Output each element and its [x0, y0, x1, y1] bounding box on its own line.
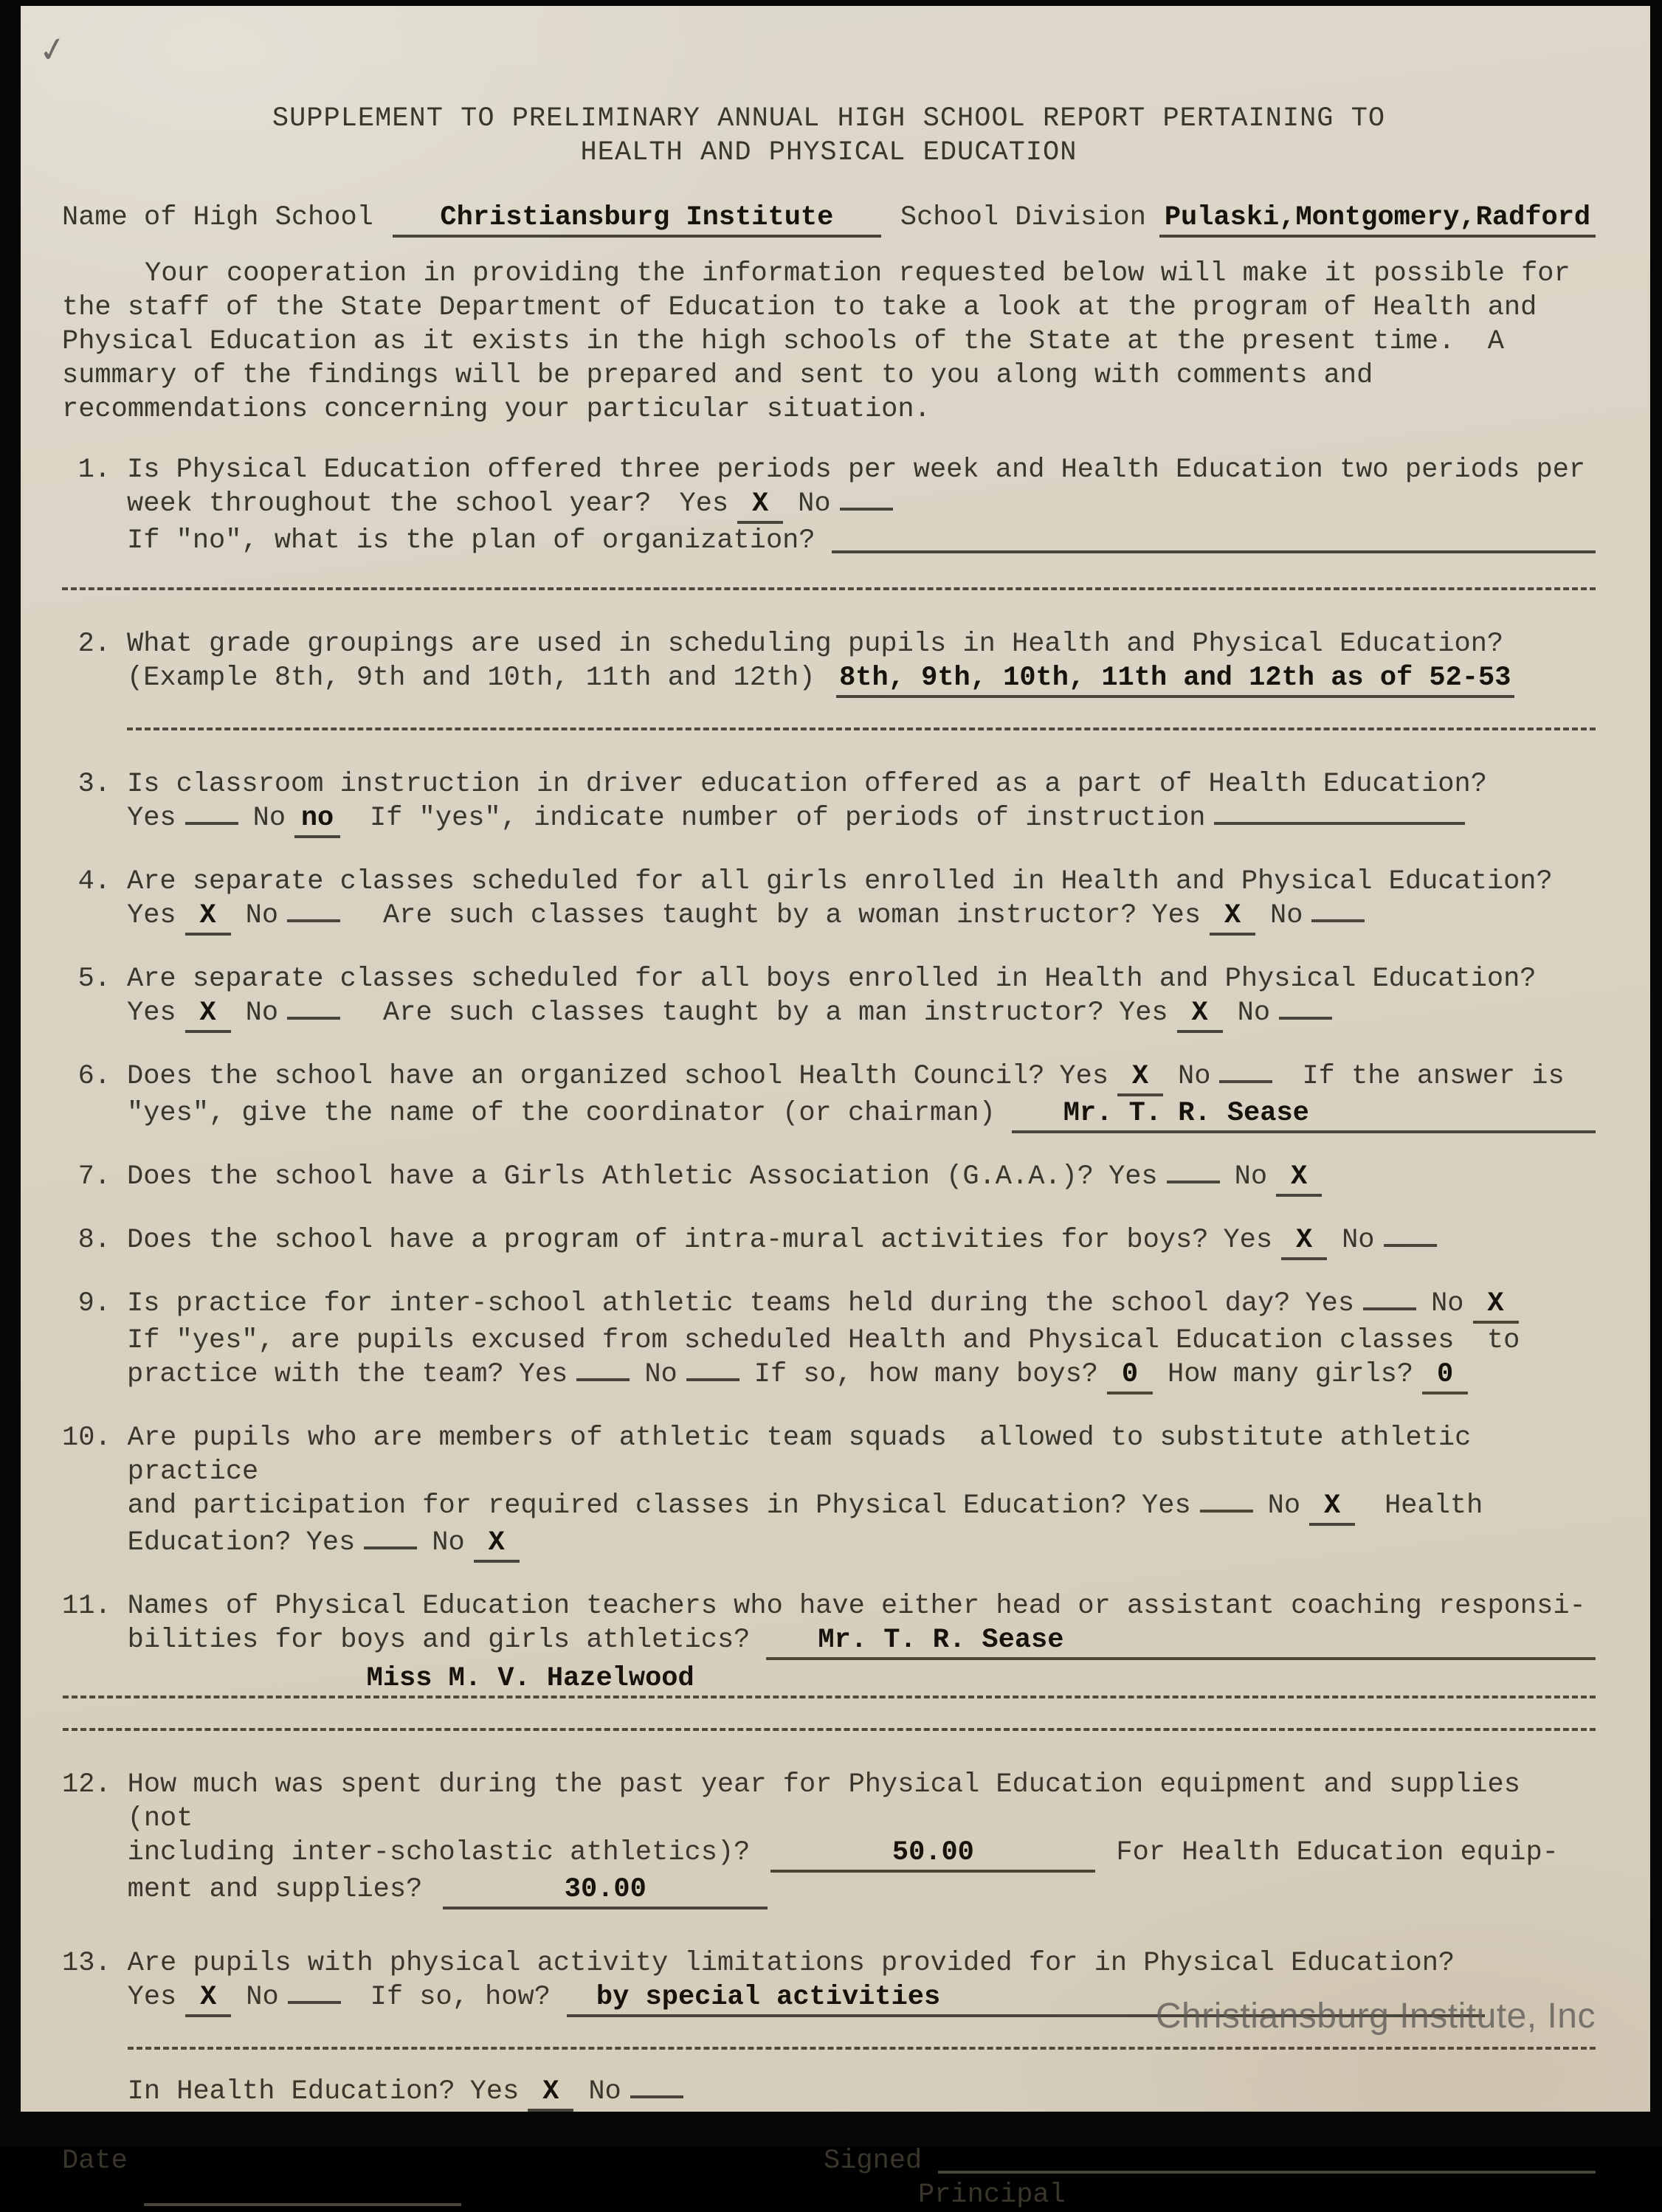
q5-no-label: No: [245, 998, 279, 1029]
q8-body: [127, 1223, 1596, 1260]
q13-yes-label: Yes: [127, 1982, 177, 2013]
q1-no-blank: [840, 505, 893, 511]
q6-yes-label: Yes: [1059, 1061, 1109, 1092]
question-12: [62, 1768, 1596, 1909]
q7-no-mark: X: [1276, 1160, 1322, 1197]
signed-blank: [938, 2166, 1596, 2174]
q13-health-question: In Health Education?: [127, 2076, 455, 2107]
pencil-checkmark-annotation: ✓: [35, 27, 70, 72]
q12-text-line-1: How much was spent during the past year for Physical Education equipment and supplies (not: [127, 1769, 1537, 1834]
q10-education-word: Education?: [127, 1527, 292, 1558]
q5-no-blank: [287, 1014, 340, 1020]
school-division-value: Pulaski,Montgomery,Radford: [1159, 201, 1596, 238]
q9-text-line-1: [127, 1287, 1596, 1324]
q11-body: [128, 1589, 1596, 1731]
q5-second-question: Are such classes taught by a man instructor?: [383, 998, 1105, 1029]
q4-no2-label: No: [1270, 900, 1303, 931]
q3-no-mark: no: [294, 801, 340, 838]
q10-number: 10.: [62, 1423, 111, 1454]
q6-coordinator-name: Mr. T. R. Sease: [1012, 1096, 1596, 1133]
q4-yes-label: Yes: [127, 900, 176, 931]
q1-ruled-line: [62, 558, 1596, 590]
q5-yes-label: Yes: [127, 998, 176, 1029]
q10-health-word: Health: [1385, 1490, 1483, 1521]
principal-label: Principal: [918, 2180, 1066, 2211]
q5-yes2-mark: X: [1177, 996, 1223, 1033]
q5-text-line: Are separate classes scheduled for all boys enrolled in Health and Physical Education?: [127, 964, 1537, 995]
q9-no-mark: X: [1473, 1287, 1519, 1324]
q2-ruled-line: [127, 698, 1596, 730]
q6-text: Does the school have an organized school Health Council?: [127, 1061, 1045, 1092]
q9-no-label: No: [1431, 1288, 1464, 1319]
q7-text: Does the school have a Girls Athletic Association (G.A.A.)?: [127, 1161, 1094, 1192]
q13-text-line: Are pupils with physical activity limitations provided for in Physical Education?: [127, 1948, 1455, 1979]
q7-yes-label: Yes: [1108, 1161, 1158, 1192]
q6-no-blank: [1219, 1077, 1272, 1083]
q1-text: Is Physical Education offered three periods per week and Health Education two periods per week throughout the school year?: [127, 455, 1602, 519]
q9-boys-label: If so, how many boys?: [754, 1359, 1099, 1390]
q9-text-line-3: [127, 1358, 1596, 1394]
q3-body: [127, 767, 1596, 838]
question-10: [62, 1421, 1596, 1563]
q4-no-blank: [287, 916, 340, 922]
q5-yes2-label: Yes: [1119, 998, 1168, 1029]
q7-text-line: [127, 1160, 1596, 1197]
q4-no-label: No: [245, 900, 279, 931]
q13-health-no-label: No: [588, 2076, 621, 2107]
question-11: [62, 1589, 1596, 1731]
q1-number: 1.: [77, 455, 111, 485]
q12-number: 12.: [62, 1769, 111, 1800]
q9-no2-blank: [686, 1375, 739, 1381]
q2-text-line-2: [127, 661, 1596, 698]
question-7: [62, 1160, 1596, 1197]
intro-paragraph: Your cooperation in providing the information requested below will make it possible for the staff of the State Department of Education to take a look at the program of Health and Physical Education as it exists in the high schools of the State at the present time. A summary of the findings will be prepared and sent to you along with comments and recommendations concerning your particular situation.: [62, 258, 1587, 425]
q9-number: 9.: [77, 1288, 111, 1319]
q13-health-no-blank: [630, 2092, 683, 2098]
q9-boys-count: 0: [1107, 1358, 1153, 1394]
school-division-label: School Division: [900, 202, 1146, 233]
q11-text-line-1: Names of Physical Education teachers who have either head or assistant coaching responsi-: [127, 1591, 1586, 1622]
q1-yes-label: Yes: [679, 488, 729, 519]
q5-no2-blank: [1279, 1014, 1332, 1020]
q6-yes-mark: X: [1117, 1060, 1163, 1096]
q8-yes-label: Yes: [1223, 1225, 1273, 1256]
q9-yes2-blank: [576, 1375, 630, 1381]
q4-second-question: Are such classes taught by a woman instructor?: [383, 900, 1137, 931]
q8-text: Does the school have a program of intra-mural activities for boys?: [127, 1225, 1209, 1256]
q11-number: 11.: [62, 1591, 111, 1622]
q10-no2-mark: X: [474, 1526, 520, 1563]
document-page: [21, 6, 1650, 2211]
q3-no-label: No: [252, 803, 286, 834]
q5-number: 5.: [77, 964, 111, 995]
q5-yes-mark: X: [185, 996, 231, 1033]
q3-text-line: Is classroom instruction in driver education offered as a part of Health Education?: [127, 769, 1487, 800]
q8-yes-mark: X: [1281, 1223, 1327, 1260]
q7-body: [127, 1160, 1596, 1197]
q3-periods-blank: [1214, 819, 1465, 825]
q4-number: 4.: [77, 866, 111, 897]
q3-yes-label: Yes: [127, 803, 176, 834]
q12-he-amount: 30.00: [443, 1873, 768, 1909]
q10-yes2-blank: [364, 1544, 417, 1549]
q4-answer-line: [127, 899, 1596, 936]
q13-yes-mark: X: [185, 1980, 231, 2017]
q12-line2-text: including inter-scholastic athletics)?: [127, 1837, 751, 1868]
q9-text-line-2: If "yes", are pupils excused from scheduled Health and Physical Education classes to: [127, 1325, 1520, 1356]
q12-text-line-2: [128, 1836, 1596, 1873]
school-name-value: Christiansburg Institute: [393, 201, 881, 238]
q1-text-line: [127, 453, 1602, 524]
q10-no-label: No: [1267, 1490, 1301, 1521]
q4-yes-mark: X: [185, 899, 231, 936]
q12-text-line-3: [128, 1873, 1596, 1909]
q13-health-line: [128, 2075, 1596, 2112]
q11-text-line-2: [128, 1623, 1596, 1660]
q11-line2-text: bilities for boys and girls athletics?: [127, 1625, 751, 1656]
q8-text-line: [127, 1223, 1596, 1260]
q11-teacher-1: Mr. T. R. Sease: [766, 1623, 1596, 1660]
q8-number: 8.: [77, 1225, 111, 1256]
q5-body: [127, 962, 1596, 1033]
q10-no2-label: No: [432, 1527, 465, 1558]
q6-number: 6.: [77, 1061, 111, 1092]
signed-block: [824, 2144, 1596, 2212]
q10-line2-text: and participation for required classes in Physical Education?: [127, 1490, 1128, 1521]
q9-no2-label: No: [644, 1359, 677, 1390]
q10-yes-blank: [1200, 1507, 1253, 1513]
q9-yes2-label: Yes: [518, 1359, 568, 1390]
watermark: Christiansburg Institute, Inc: [1155, 1997, 1596, 2036]
q11-teacher-2: Miss M. V. Hazelwood: [366, 1663, 694, 1694]
title-line-2: HEALTH AND PHYSICAL EDUCATION: [580, 137, 1077, 168]
q1-yes-mark: X: [737, 487, 783, 524]
q9-yes-label: Yes: [1305, 1288, 1355, 1319]
date-blank: [144, 2200, 461, 2206]
q8-no-blank: [1384, 1241, 1437, 1247]
question-6: [62, 1060, 1596, 1133]
q10-body: [128, 1421, 1596, 1563]
q4-yes2-mark: X: [1210, 899, 1255, 936]
q11-ruled-line: [63, 1698, 1596, 1731]
q1-followup-blank: [832, 546, 1596, 553]
document-title: [62, 102, 1596, 170]
q2-example-label: (Example 8th, 9th and 10th, 11th and 12th): [127, 663, 816, 694]
q13-number: 13.: [62, 1948, 111, 1979]
q2-answer: 8th, 9th, 10th, 11th and 12th as of 52-53: [836, 661, 1514, 698]
q10-yes2-label: Yes: [306, 1527, 356, 1558]
q6-coordinator-line: [127, 1096, 1596, 1133]
q9-yes-blank: [1363, 1304, 1416, 1310]
q5-answer-line: [127, 996, 1596, 1033]
school-name-label: Name of High School: [62, 202, 373, 233]
q13-no-label: No: [246, 1982, 279, 2013]
q5-no2-label: No: [1237, 998, 1271, 1029]
q11-teacher-2-line: [63, 1662, 1596, 1698]
signed-label: Signed: [824, 2146, 923, 2177]
q6-text-line: [127, 1060, 1596, 1096]
q13-answer: by special activities: [567, 1980, 1485, 2017]
q4-text-line: Are separate classes scheduled for all girls enrolled in Health and Physical Education?: [127, 866, 1553, 897]
q13-health-yes-mark: X: [528, 2075, 573, 2112]
q9-girls-label: How many girls?: [1168, 1359, 1414, 1390]
q7-no-label: No: [1234, 1161, 1268, 1192]
q6-body: [127, 1060, 1596, 1133]
q6-cont2: "yes", give the name of the coordinator (or chairman): [127, 1098, 996, 1129]
q2-number: 2.: [77, 629, 111, 660]
q3-number: 3.: [77, 769, 111, 800]
q10-no-mark: X: [1309, 1489, 1355, 1526]
q2-body: [127, 627, 1596, 730]
q9-line3-text: practice with the team?: [127, 1359, 504, 1390]
question-2: [62, 627, 1596, 730]
q1-followup-line: [127, 524, 1596, 558]
question-4: [62, 865, 1596, 936]
q13-yn-group: [128, 1980, 551, 2017]
q9-body: [127, 1287, 1596, 1394]
q10-text-line-3: [128, 1526, 1596, 1563]
q13-no-blank: [288, 1998, 341, 2004]
q9-text: Is practice for inter-school athletic teams held during the school day?: [127, 1288, 1291, 1319]
q4-body: [127, 865, 1596, 936]
question-3: [62, 767, 1596, 838]
q12-line2b-text: For Health Education equip-: [1116, 1837, 1559, 1868]
q13-health-yes-label: Yes: [469, 2076, 520, 2107]
q1-no-label: No: [798, 488, 831, 519]
q2-text-line-1: What grade groupings are used in scheduling pupils in Health and Physical Education?: [127, 629, 1504, 660]
title-line-1: SUPPLEMENT TO PRELIMINARY ANNUAL HIGH SCHOOL REPORT PERTAINING TO: [272, 103, 1386, 134]
q3-answer-line: [127, 801, 1596, 838]
signed-line: [824, 2144, 1596, 2178]
q3-followup-label: If "yes", indicate number of periods of instruction: [370, 803, 1206, 834]
q6-cont1: If the answer is: [1302, 1061, 1565, 1092]
question-1: [62, 453, 1602, 590]
question-9: [62, 1287, 1596, 1394]
q10-text-line-2: [128, 1489, 1596, 1526]
question-8: [62, 1223, 1596, 1260]
signature-row: [62, 2144, 1596, 2212]
school-header-row: [62, 201, 1596, 238]
q9-girls-count: 0: [1422, 1358, 1468, 1394]
q12-body: [128, 1768, 1596, 1909]
q4-yes2-label: Yes: [1151, 900, 1201, 931]
q12-pe-amount: 50.00: [770, 1836, 1095, 1873]
q8-no-label: No: [1342, 1225, 1375, 1256]
date-label: Date: [62, 2146, 128, 2177]
q12-line3-text: ment and supplies?: [127, 1874, 423, 1905]
q1-body: [127, 453, 1602, 590]
question-5: [62, 962, 1596, 1033]
q3-yes-blank: [185, 819, 238, 825]
q4-no2-blank: [1311, 916, 1365, 922]
q6-no-label: No: [1178, 1061, 1211, 1092]
q10-text-line-1: Are pupils who are members of athletic team squads allowed to substitute athletic practice: [127, 1423, 1488, 1487]
q10-yes-label: Yes: [1142, 1490, 1191, 1521]
q7-yes-blank: [1167, 1178, 1220, 1183]
q1-followup-label: If "no", what is the plan of organization?: [127, 525, 816, 556]
q7-number: 7.: [77, 1161, 111, 1192]
q13-followup-label: If so, how?: [370, 1982, 551, 2013]
